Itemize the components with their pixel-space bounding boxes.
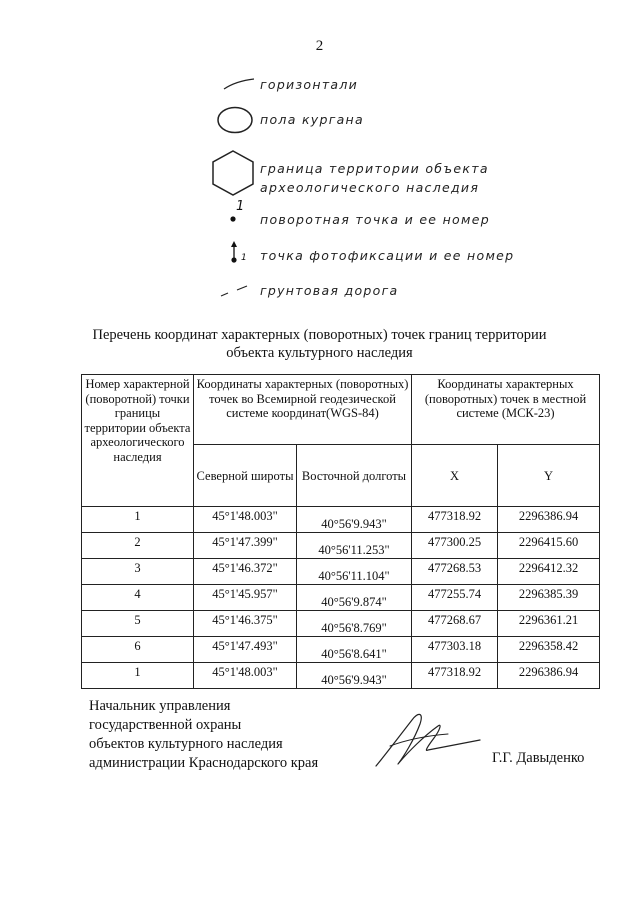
signatory-title-line-3: объектов культурного наследия — [89, 736, 283, 752]
cell-lon: 40°56'9.874" — [297, 585, 412, 611]
cell-point: 3 — [82, 559, 194, 585]
signatory-title-line-4: администрации Краснодарского края — [89, 755, 319, 771]
cell-y: 2296361.21 — [498, 611, 600, 637]
hexagon-icon — [208, 148, 258, 198]
legend-label-contour: горизонтали — [260, 77, 359, 92]
header-lat: Северной широты — [194, 445, 297, 507]
cell-point: 1 — [82, 663, 194, 689]
cell-lat: 45°1'47.399" — [194, 533, 297, 559]
cell-x: 477303.18 — [412, 637, 498, 663]
table-row — [82, 663, 600, 689]
cell-lat: 45°1'46.375" — [194, 611, 297, 637]
cell-lon: 40°56'8.769" — [297, 611, 412, 637]
photo-point-number: 1 — [241, 253, 247, 263]
cell-point: 1 — [82, 507, 194, 533]
handwritten-signature — [368, 706, 488, 776]
signatory-name: Г.Г. Давыденко — [492, 750, 585, 766]
contour-line-icon — [222, 76, 256, 92]
turning-point-number: 1 — [236, 199, 245, 214]
dashed-road-icon — [218, 283, 252, 299]
cell-lat: 45°1'48.003" — [194, 507, 297, 533]
cell-lon: 40°56'11.253" — [297, 533, 412, 559]
coordinates-table — [81, 374, 600, 689]
cell-point: 6 — [82, 637, 194, 663]
header-point-number: Номер характерной (поворотной) точки границы территории объекта археологического наследия — [82, 375, 194, 507]
cell-lon: 40°56'8.641" — [297, 637, 412, 663]
table-row — [82, 559, 600, 585]
cell-y: 2296358.42 — [498, 637, 600, 663]
cell-point: 4 — [82, 585, 194, 611]
legend-label-boundary-1: граница территории объекта — [260, 161, 489, 176]
signatory-title — [89, 697, 318, 773]
table-row — [82, 507, 600, 533]
ellipse-icon — [215, 105, 255, 135]
signatory-title-line-1: Начальник управления — [89, 698, 231, 714]
cell-lat: 45°1'47.493" — [194, 637, 297, 663]
cell-point: 2 — [82, 533, 194, 559]
cell-y: 2296415.60 — [498, 533, 600, 559]
cell-x: 477318.92 — [412, 507, 498, 533]
table-row — [82, 585, 600, 611]
cell-lat: 45°1'46.372" — [194, 559, 297, 585]
cell-y: 2296385.39 — [498, 585, 600, 611]
header-lon: Восточной долготы — [297, 445, 412, 507]
section-title — [0, 326, 639, 362]
legend-label-photo-point: точка фотофиксации и ее номер — [260, 248, 515, 263]
table-row — [82, 533, 600, 559]
turning-point-dot — [228, 214, 238, 224]
cell-x: 477318.92 — [412, 663, 498, 689]
cell-point: 5 — [82, 611, 194, 637]
cell-lat: 45°1'45.957" — [194, 585, 297, 611]
cell-x: 477255.74 — [412, 585, 498, 611]
legend-label-boundary-2: археологического наследия — [260, 180, 480, 195]
section-title-line-2: объекта культурного наследия — [226, 345, 413, 361]
cell-y: 2296386.94 — [498, 507, 600, 533]
photo-arrow — [229, 240, 241, 264]
header-msk-group: Координаты характерных (поворотных) точек в местной системе (МСК-23) — [412, 375, 600, 445]
table-row — [82, 637, 600, 663]
legend-label-turning-point: поворотная точка и ее номер — [260, 212, 490, 227]
cell-x: 477268.67 — [412, 611, 498, 637]
cell-x: 477268.53 — [412, 559, 498, 585]
header-wgs-group: Координаты характерных (поворотных) точек во Всемирной геодезической системе координат(WGS-84) — [194, 375, 412, 445]
header-x: X — [412, 445, 498, 507]
cell-x: 477300.25 — [412, 533, 498, 559]
table-row — [82, 611, 600, 637]
section-title-line-1: Перечень координат характерных (поворотных) точек границ территории — [92, 327, 547, 343]
legend-label-dirt-road: грунтовая дорога — [260, 283, 399, 298]
cell-lat: 45°1'48.003" — [194, 663, 297, 689]
cell-y: 2296386.94 — [498, 663, 600, 689]
page-number: 2 — [315, 38, 324, 54]
signatory-title-line-2: государственной охраны — [89, 717, 242, 733]
cell-lon: 40°56'9.943" — [297, 663, 412, 689]
header-y: Y — [498, 445, 600, 507]
cell-y: 2296412.32 — [498, 559, 600, 585]
legend-label-mound: пола кургана — [260, 112, 364, 127]
cell-lon: 40°56'11.104" — [297, 559, 412, 585]
cell-lon: 40°56'9.943" — [297, 507, 412, 533]
